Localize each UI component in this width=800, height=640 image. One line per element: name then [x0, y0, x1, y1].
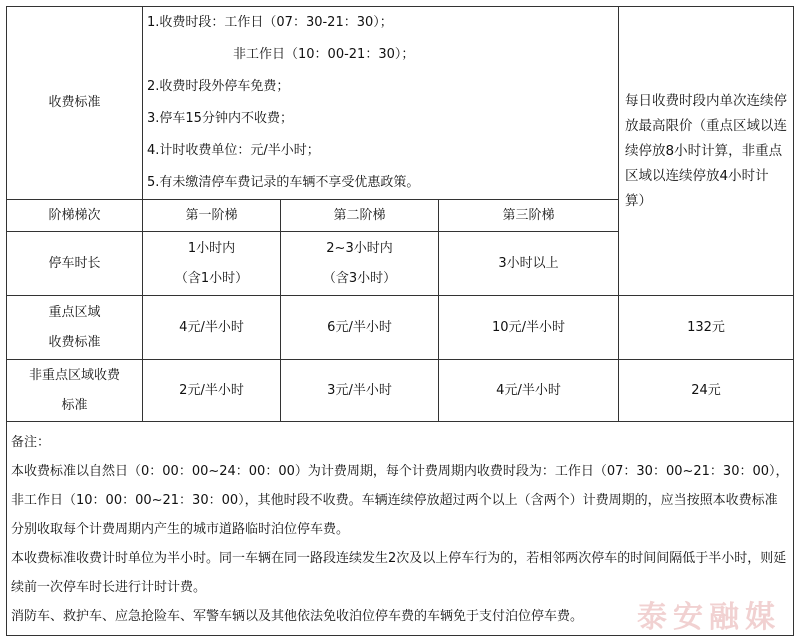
- tier-3-header: 第三阶梯: [439, 200, 619, 232]
- key-area-max: 132元: [619, 296, 794, 360]
- tier-label: 阶梯梯次: [7, 200, 143, 232]
- duration-label: 停车时长: [7, 232, 143, 296]
- notes-paragraph-3: 消防车、救护车、应急抢险车、军警车辆以及其他依法免收泊位停车费的车辆免于支付泊位停车费。: [11, 609, 584, 624]
- non-key-area-label-line2: 标准: [61, 397, 88, 413]
- tier-1-header: 第一阶梯: [143, 200, 281, 232]
- non-key-area-max: 24元: [619, 360, 794, 422]
- daily-limit-note: 每日收费时段内单次连续停放最高限价（重点区域以连续停放8小时计算，非重点区域以连续停放4小时计算）: [619, 7, 794, 296]
- key-area-label-line2: 收费标准: [48, 334, 101, 350]
- key-area-price-tier-2: 6元/半小时: [281, 296, 439, 360]
- parking-fee-table: [6, 6, 794, 636]
- rule-4: 4.计时收费单位：元/半小时；: [147, 143, 320, 158]
- non-key-area-price-tier-2: 3元/半小时: [281, 360, 439, 422]
- key-area-price-tier-1: 4元/半小时: [143, 296, 281, 360]
- duration-tier-2-line1: 2~3小时内: [326, 240, 393, 256]
- rule-3: 3.停车15分钟内不收费；: [147, 111, 293, 126]
- watermark-logo: 泰安融媒: [637, 600, 781, 635]
- duration-tier-1-line2: （含1小时）: [174, 270, 249, 286]
- non-key-area-price-tier-1: 2元/半小时: [143, 360, 281, 422]
- non-key-area-label: [7, 360, 143, 422]
- fee-standard-label: 收费标准: [7, 7, 143, 200]
- key-area-label: [7, 296, 143, 360]
- tier-2-header: 第二阶梯: [281, 200, 439, 232]
- duration-tier-3: 3小时以上: [439, 232, 619, 296]
- duration-tier-2-line2: （含3小时）: [322, 270, 397, 286]
- duration-tier-1: [143, 232, 281, 296]
- rule-5: 5.有未缴清停车费记录的车辆不享受优惠政策。: [147, 175, 420, 190]
- key-area-price-tier-3: 10元/半小时: [439, 296, 619, 360]
- notes-paragraph-1: 本收费标准以自然日（0：00：00~24：00：00）为计费周期，每个计费周期内收费时段为：工作日（07：30：00~21：30：00），非工作日（10：00：00~21：30：00），其他时段不收费。车辆连续停放超过两个以上（含两个）计费周期的，应当按照本收费标准分别收取每个计费周期内产生的城市道路临时泊位停车费。: [11, 464, 789, 537]
- duration-tier-1-line1: 1小时内: [187, 240, 236, 256]
- rule-1: 1.收费时段：工作日（07：30-21：30）；: [147, 15, 393, 30]
- non-key-area-price-tier-3: 4元/半小时: [439, 360, 619, 422]
- key-area-label-line1: 重点区域: [48, 304, 101, 320]
- notes-title: 备注：: [11, 435, 51, 450]
- notes-paragraph-2: 本收费标准收费计时单位为半小时。同一车辆在同一路段连续发生2次及以上停车行为的，若相邻两次停车的时间间隔低于半小时，则延续前一次停车时长进行计时计费。: [11, 551, 787, 595]
- rule-2: 2.收费时段外停车免费；: [147, 79, 290, 94]
- fee-rules: [143, 7, 619, 200]
- duration-tier-2: [281, 232, 439, 296]
- non-key-area-label-line1: 非重点区域收费: [28, 367, 120, 383]
- notes-section: [7, 422, 794, 636]
- rule-1-cont: 非工作日（10：00-21：30）；: [233, 47, 415, 62]
